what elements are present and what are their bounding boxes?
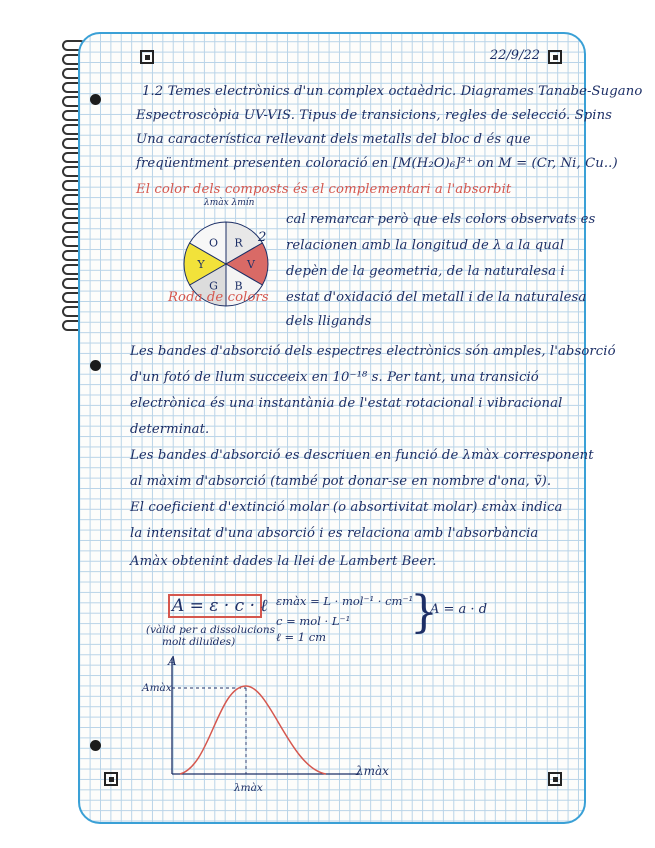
color-wheel-caption: Roda de colors [168, 290, 269, 305]
plot-x-label: λmàx [356, 764, 389, 778]
text-line: depèn de la geometria, de la naturalesa i [286, 264, 565, 279]
color-wheel-side-label: 2 [258, 230, 267, 245]
color-wheel-top-label: λmàx λmín [204, 198, 255, 208]
corner-mark-bottom-left [104, 772, 118, 786]
text-line: freqüentment presenten coloració en [M(H₂O)₆]²⁺ on M = (Cr, Ni, Cu..) [136, 156, 618, 171]
color-wheel-segment-label: O [208, 236, 219, 250]
color-wheel-segment-label: G [209, 279, 218, 293]
text-line: al màxim d'absorció (també pot donar-se en nombre d'ona, ṽ). [130, 474, 552, 489]
heading-line: 1.2 Temes electrònics d'un complex octaèdric. Diagrames Tanabe-Sugano [142, 84, 643, 99]
formula-units: c = mol · L⁻¹ [276, 614, 351, 628]
text-line: Les bandes d'absorció es descriuen en funció de λmàx corresponent [130, 448, 594, 463]
notebook-page [78, 32, 643, 824]
absorption-band-curve [180, 686, 326, 774]
text-line: dels lligands [286, 314, 372, 329]
text-line: determinat. [130, 422, 210, 437]
text-line: Una característica rellevant dels metalls del bloc d és que [136, 132, 531, 147]
text-line: d'un fotó de llum succeeix en 10⁻¹⁸ s. Per tant, una transició [130, 370, 539, 385]
text-line-highlight: El color dels composts és el complementari a l'absorbit [136, 182, 512, 197]
formula-note: (vàlid per a dissolucions [146, 624, 275, 636]
formula-brace: } [410, 587, 438, 638]
formula-result: A = a · d [430, 602, 488, 617]
text-line: electrònica és una instantània de l'estat rotacional i vibracional [130, 396, 563, 411]
corner-mark-top-right [548, 50, 562, 64]
color-wheel-segment-label: Y [197, 258, 205, 271]
corner-mark-bottom-right [548, 772, 562, 786]
text-line: Les bandes d'absorció dels espectres electrònics són amples, l'absorció [130, 344, 616, 359]
plot-y-label: A [168, 654, 177, 668]
corner-mark-top-left [140, 50, 154, 64]
plot-y-max-label: Amàx [142, 682, 172, 694]
plot-x-peak-label: λmàx [234, 782, 263, 794]
text-line: la intensitat d'una absorció i es relaciona amb l'absorbància [130, 526, 539, 541]
formula-units: ℓ = 1 cm [276, 630, 327, 644]
beer-lambert-formula: A = ε · c · ℓ [172, 596, 268, 616]
text-line: cal remarcar però que els colors observats es [286, 212, 596, 227]
binder-hole [90, 360, 101, 371]
formula-units: εmàx = L · mol⁻¹ · cm⁻¹ [276, 594, 414, 608]
color-wheel-segment-label: B [234, 279, 243, 293]
binder-hole [90, 94, 101, 105]
text-line: El coeficient d'extinció molar (o absortivitat molar) εmàx indica [130, 500, 563, 515]
text-line: relacionen amb la longitud de λ a la qual [286, 238, 565, 253]
text-line: Amàx obtenint dades la llei de Lambert Beer. [130, 554, 437, 569]
formula-note: molt diluïdes) [162, 636, 236, 648]
binder-hole [90, 740, 101, 751]
text-line: estat d'oxidació del metall i de la naturalesa [286, 290, 587, 305]
absorption-plot [130, 646, 470, 816]
color-wheel-segment-label: V [247, 258, 255, 271]
text-line: Espectroscòpia UV-VIS. Tipus de transicions, regles de selecció. Spins [136, 108, 613, 123]
color-wheel-segment-label: R [234, 236, 243, 250]
page-date: 22/9/22 [489, 48, 540, 63]
